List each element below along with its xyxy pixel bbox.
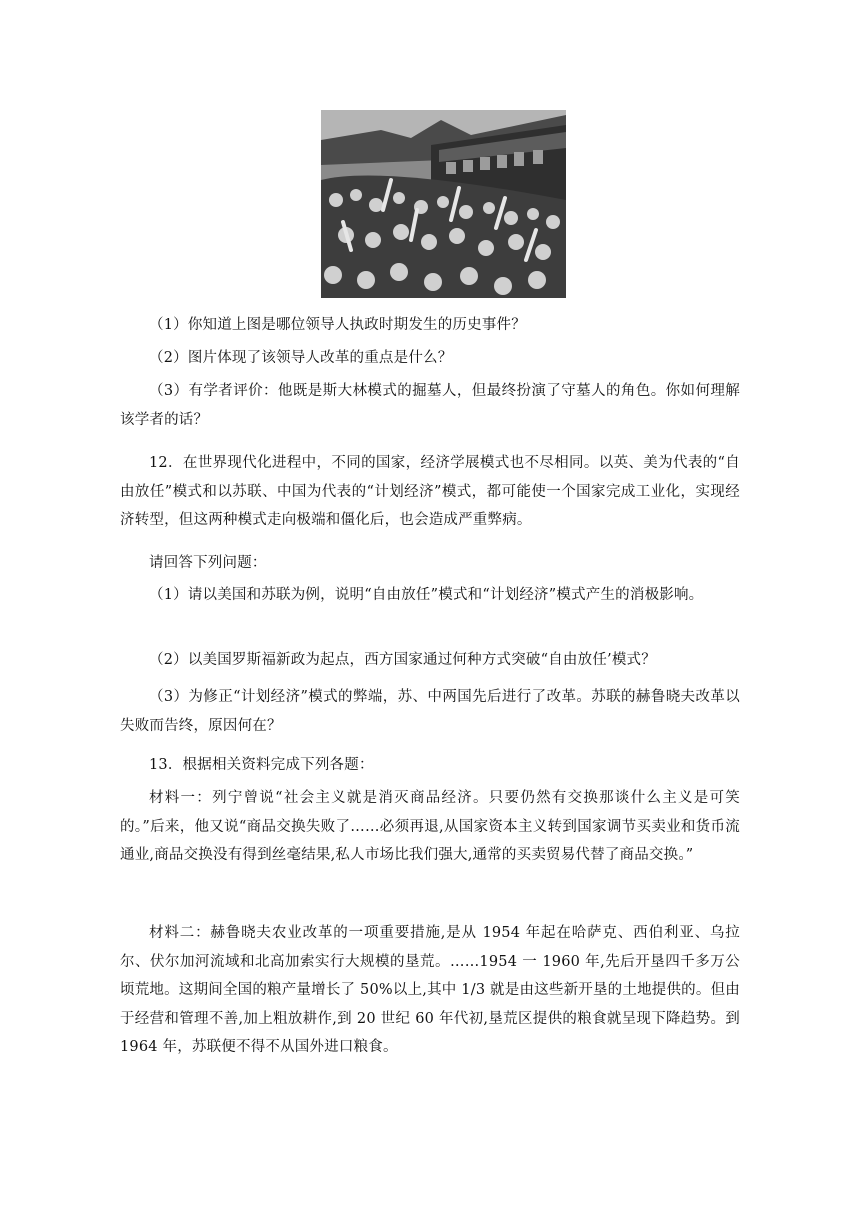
question-12-2: （2）以美国罗斯福新政为起点，西方国家通过何种方式突破“自由放任’模式？	[149, 652, 656, 668]
historical-photo	[321, 110, 566, 298]
crowd-train-illustration	[321, 110, 566, 298]
question-1: （1）你知道上图是哪位领导人执政时期发生的历史事件？	[149, 317, 526, 333]
question-12-prompt: 请回答下列问题：	[149, 555, 267, 571]
question-12-3: （3）为修正“计划经济”模式的弊端，苏、中两国先后进行了改革。苏联的赫鲁晓夫改革以失败而告终，原因何在？	[120, 689, 740, 734]
question-13-stem: 13．根据相关资料完成下列各题：	[149, 757, 374, 773]
material-2: 材料二：赫鲁晓夫农业改革的一项重要措施,是从 1954 年起在哈萨克、西伯利亚、乌拉尔、伏尔加河流域和北高加索实行大规模的垦荒。……1954 一 1960 年,先后开垦四千多万公顷荒地。这期间全国的粮产量增长了 50%以上,其中 1/3 就是由这些新开垦的土地提供的。但由于经营和管理不善,加上粗放耕作,到 20 世纪 60 年代初,垦荒区提供的粮食就呈现下降趋势。到 1964 年，苏联便不得不从国外进口粮食。	[120, 925, 740, 1055]
question-3: （3）有学者评价：他既是斯大林模式的掘墓人，但最终扮演了守墓人的角色。你如何理解该学者的话？	[120, 383, 740, 428]
material-1: 材料一：列宁曾说“社会主义就是消灭商品经济。只要仍然有交换那谈什么主义是可笑的。”后来，他又说“商品交换失败了……必须再退,从国家资本主义转到国家调节买卖业和货币流通业,商品交换没有得到丝毫结果,私人市场比我们强大,通常的买卖贸易代替了商品交换。”	[120, 790, 740, 863]
question-12-stem: 12．在世界现代化进程中，不同的国家，经济学展模式也不尽相同。以英、美为代表的“自由放任”模式和以苏联、中国为代表的“计划经济”模式，都可能使一个国家完成工业化，实现经济转型，但这两种模式走向极端和僵化后，也会造成严重弊病。	[120, 455, 740, 528]
question-12-1: （1）请以美国和苏联为例，说明“自由放任”模式和“计划经济”模式产生的消极影响。	[149, 587, 704, 603]
question-2: （2）图片体现了该领导人改革的重点是什么？	[149, 350, 453, 366]
